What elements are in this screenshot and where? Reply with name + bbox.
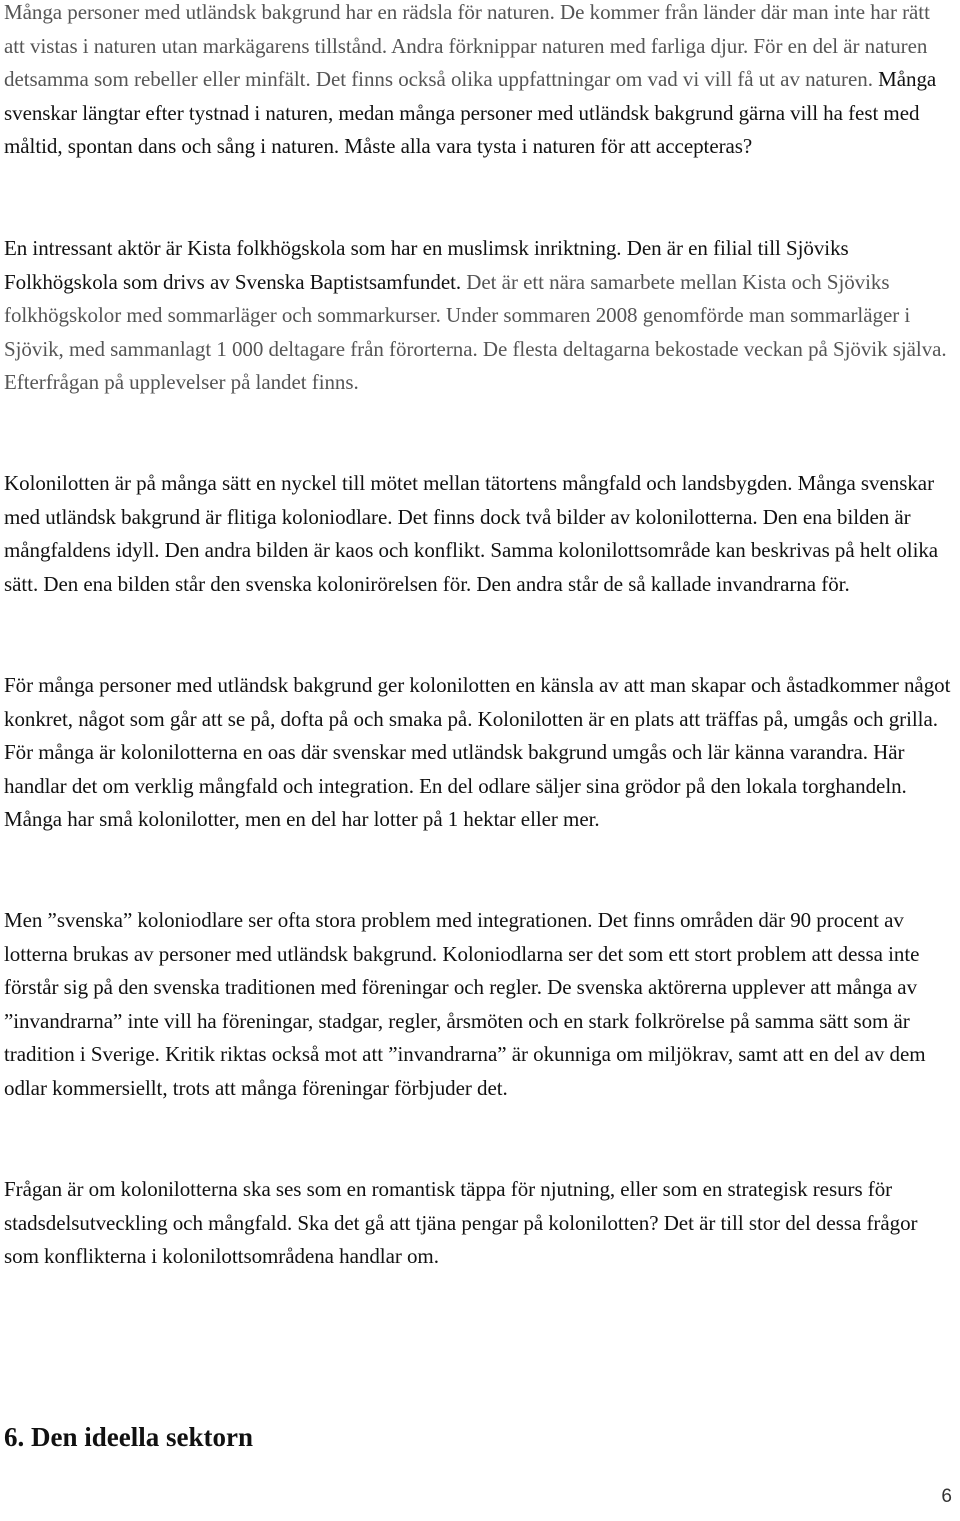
paragraph-segment: En intressant aktör är Kista folkhögskola som har en muslimsk inriktning. Den är en filial till Sjöviks Folkhögskola som drivs av Svenska Baptistsamfundet. <box>4 236 849 294</box>
paragraph-segment: Många svenskar längtar efter tystnad i naturen, medan många personer med utländsk bakgrund gärna vill ha fest med måltid, spontan dans och sång i naturen. Måste alla vara tysta i naturen för att accepteras? <box>4 67 937 159</box>
paragraph-segment: Det är ett nära samarbete mellan Kista och Sjöviks folkhögskolor med sommarläger och sommarkurser. Under sommaren 2008 genomförde man sommarläger i Sjövik, med sammanlagt 1 000 deltagare från förorterna. De flesta deltagarna bekostade veckan på Sjövik själva. Efterfrågan på upplevelser på landet finns. <box>4 269 947 395</box>
paragraph-kolonilotten-feeling <box>4 669 954 837</box>
paragraph-kolonilotten-key <box>4 467 954 601</box>
section-heading: 6. Den ideella sektorn <box>4 1422 253 1452</box>
page-number: 6 <box>941 1486 952 1507</box>
paragraph-segment: För många personer med utländsk bakgrund ger kolonilotten en känsla av att man skapar och åstadkommer något konkret, något som går att se på, dofta på och smaka på. Kolonilotten är en plats att träffas på, umgås och grilla. För många är kolonilotterna en oas där svenskar med utländsk bakgrund umgås och lär känna varandra. Här handlar det om verklig mångfald och integration. En del odlare säljer sina grödor på den lokala torghandeln. Många har små kolonilotter, men en del har lotter på 1 hektar eller mer. <box>4 673 951 832</box>
paragraph-segment: Frågan är om kolonilotterna ska ses som en romantisk täppa för njutning, eller som en strategisk resurs för stadsdelsutveckling och mångfald. Ska det gå att tjäna pengar på kolonilotten? Det är till stor del dessa frågor som konflikterna i kolonilottsområdena handlar om. <box>4 1177 918 1269</box>
paragraph-nature-fear <box>4 0 954 164</box>
paragraph-segment: Många personer med utländsk bakgrund har en rädsla för naturen. De kommer från länder där man inte har rätt att vistas i naturen utan markägarens tillstånd. Andra förknippar naturen med farliga djur. För en del är naturen detsamma som rebeller eller minfält. Det finns också olika uppfattningar om vad vi vill få ut av naturen. <box>4 0 930 92</box>
paragraph-segment: Men ”svenska” koloniodlare ser ofta stora problem med integrationen. Det finns områden där 90 procent av lotterna brukas av personer med utländsk bakgrund. Koloniodlarna ser det som ett stort problem att dessa inte förstår sig på den svenska traditionen med föreningar och regler. De svenska aktörerna upplever att många av ”invandrarna” inte vill ha föreningar, stadgar, regler, årsmöten och en stark folkrörelse på samma sätt som är tradition i Sverige. Kritik riktas också mot att ”invandrarna” är okunniga om miljökrav, samt att en del av dem odlar kommersiellt, trots att många föreningar förbjuder det. <box>4 908 926 1100</box>
paragraph-question <box>4 1173 954 1274</box>
paragraph-integration-problems <box>4 904 954 1106</box>
paragraph-segment: Kolonilotten är på många sätt en nyckel till mötet mellan tätortens mångfald och landsbygden. Många svenskar med utländsk bakgrund är flitiga koloniodlare. Det finns dock två bilder av kolonilotterna. Den ena bilden är mångfaldens idyll. Den andra bilden är kaos och konflikt. Samma kolonilottsområde kan beskrivas på helt olika sätt. Den ena bilden står den svenska kolonirörelsen för. Den andra står de så kallade invandrarna för. <box>4 471 939 596</box>
paragraph-kista-folkhogskola <box>4 232 954 400</box>
